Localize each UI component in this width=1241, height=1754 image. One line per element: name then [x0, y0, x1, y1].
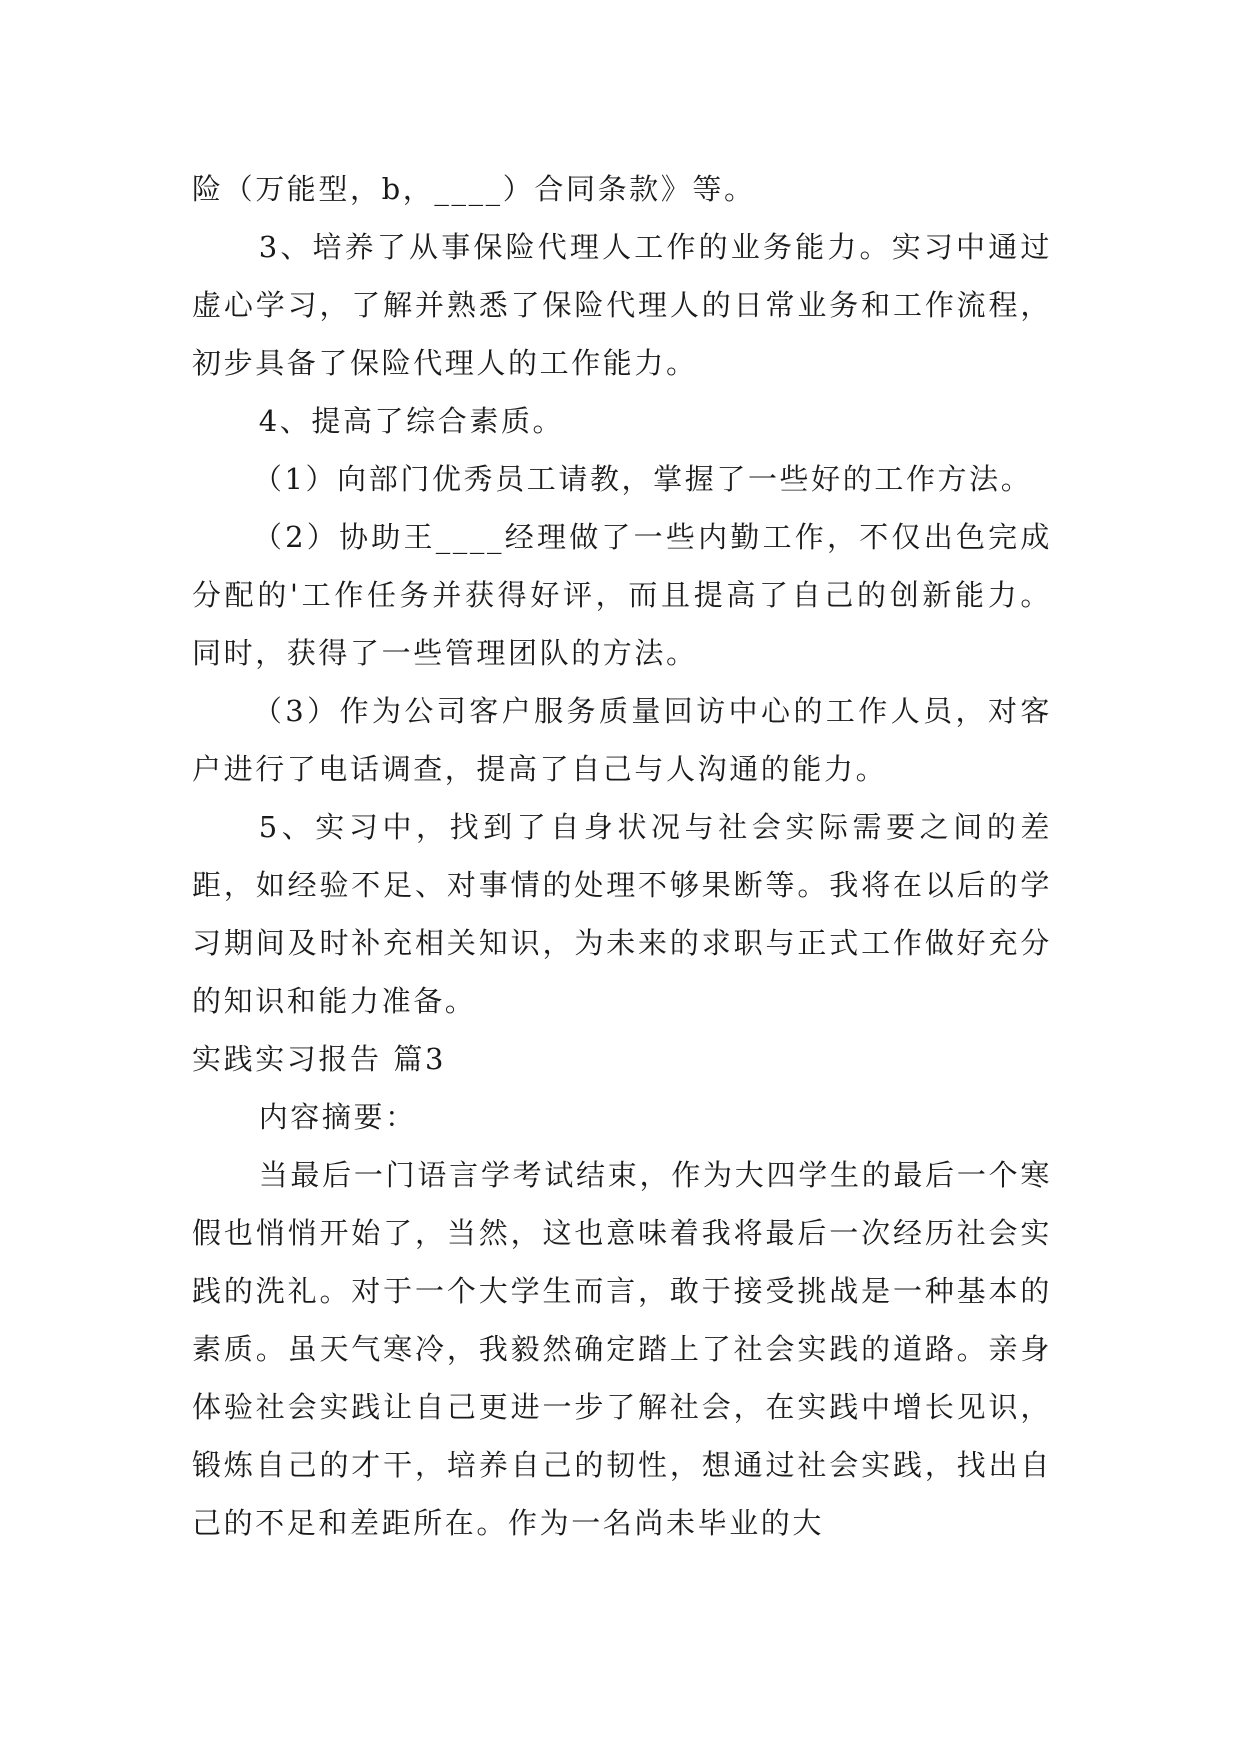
- paragraph-item-3: 3、培养了从事保险代理人工作的业务能力。实习中通过虚心学习，了解并熟悉了保险代理人的日常业务和工作流程，初步具备了保险代理人的工作能力。: [192, 230, 1052, 380]
- paragraph-subitem-1: （1）向部门优秀员工请教，掌握了一些好的工作方法。: [252, 462, 1033, 496]
- paragraph-subitem-2: （2）协助王____经理做了一些内勤工作，不仅出色完成分配的'工作任务并获得好评，而且提高了自己的创新能力。同时，获得了一些管理团队的方法。: [192, 520, 1052, 670]
- abstract-paragraph: 当最后一门语言学考试结束，作为大四学生的最后一个寒假也悄悄开始了，当然，这也意味着我将最后一次经历社会实践的洗礼。对于一个大学生而言，敢于接受挑战是一种基本的素质。虽天气寒冷，我毅然确定踏上了社会实践的道路。亲身体验社会实践让自己更进一步了解社会，在实践中增长见识，锻炼自己的才干，培养自己的韧性，想通过社会实践，找出自己的不足和差距所在。作为一名尚未毕业的大: [192, 1158, 1052, 1540]
- paragraph-item-4: 4、提高了综合素质。: [258, 404, 565, 438]
- document-body: [192, 160, 1052, 1552]
- abstract-label: 内容摘要：: [258, 1100, 417, 1134]
- paragraph-item-5: 5、实习中，找到了自身状况与社会实际需要之间的差距，如经验不足、对事情的处理不够果断等。我将在以后的学习期间及时补充相关知识，为未来的求职与正式工作做好充分的知识和能力准备。: [192, 810, 1052, 1018]
- paragraph-continuation: 险（万能型，b，____）合同条款》等。: [192, 172, 756, 206]
- paragraph-subitem-3: （3）作为公司客户服务质量回访中心的工作人员，对客户进行了电话调查，提高了自己与人沟通的能力。: [192, 694, 1052, 786]
- section-heading: 实践实习报告 篇3: [192, 1042, 447, 1076]
